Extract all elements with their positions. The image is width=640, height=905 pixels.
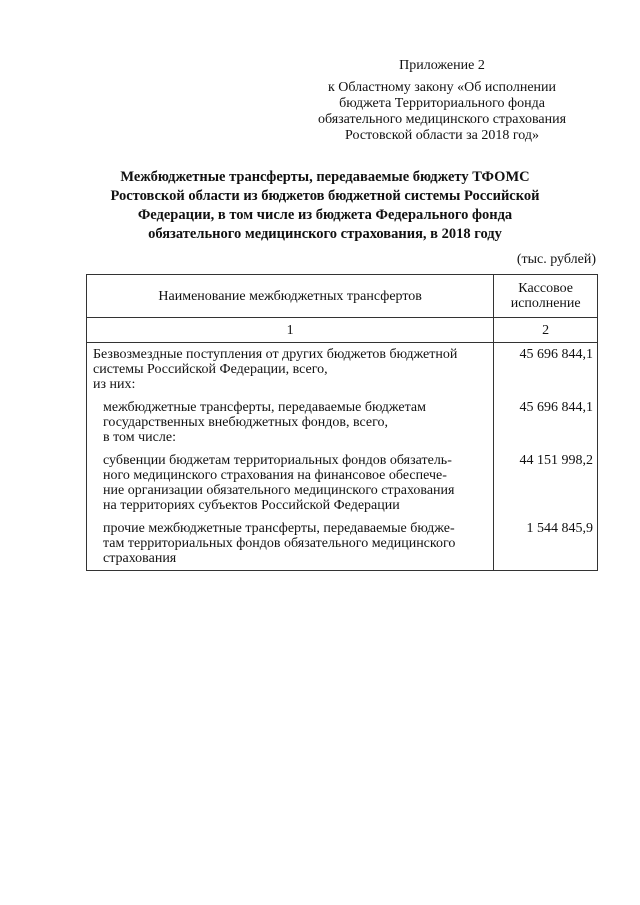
row-label-line: субвенции бюджетам территориальных фондов обязатель- [103, 453, 452, 468]
row-value: 45 696 844,1 [494, 343, 598, 397]
header-execution [494, 275, 598, 318]
row-label-line: там территориальных фондов обязательного медицинского [103, 536, 456, 551]
row-value: 1 544 845,9 [494, 517, 598, 571]
row-label-line: на территориях субъектов Российской Федерации [103, 498, 400, 513]
appendix-line: Ростовской области за 2018 год» [345, 128, 539, 143]
row-label [87, 517, 494, 571]
row-label-line: из них: [93, 377, 136, 392]
row-label-line: межбюджетные трансферты, передаваемые бюджетам [103, 400, 426, 415]
document-title-line: Федерации, в том числе из бюджета Федерального фонда [137, 207, 513, 223]
column-number-row [87, 318, 598, 343]
transfers-table [86, 274, 598, 571]
appendix-line: обязательного медицинского страхования [317, 112, 567, 127]
row-label-line: ние организации обязательного медицинского страхования [103, 483, 455, 498]
row-label-line: Безвозмездные поступления от других бюджетов бюджетной [93, 347, 458, 362]
row-label [87, 449, 494, 517]
row-label [87, 343, 494, 397]
row-label-line: прочие межбюджетные трансферты, передаваемые бюдже- [103, 521, 455, 536]
header-name: Наименование межбюджетных трансфертов [87, 275, 494, 318]
document-title-line: Межбюджетные трансферты, передаваемые бюджету ТФОМС [120, 169, 530, 185]
table-row [87, 449, 598, 517]
row-label-line: страхования [103, 551, 177, 566]
row-label-line: в том числе: [103, 430, 176, 445]
table-row [87, 396, 598, 449]
table-row [87, 517, 598, 571]
units-label: (тыс. рублей) [516, 252, 596, 267]
header-execution-line: исполнение [510, 296, 581, 311]
appendix-line: бюджета Территориального фонда [339, 96, 545, 111]
document-title [90, 168, 560, 244]
row-label-line: системы Российской Федерации, всего, [93, 362, 328, 377]
column-number: 2 [494, 318, 598, 343]
row-label [87, 396, 494, 449]
row-label-line: ного медицинского страхования на финансовое обеспече- [103, 468, 447, 483]
table-row [87, 343, 598, 397]
appendix-line: к Областному закону «Об исполнении [327, 80, 557, 95]
row-label-line: государственных внебюджетных фондов, всего, [103, 415, 389, 430]
appendix-title: Приложение 2 [399, 58, 485, 73]
document-title-line: Ростовской области из бюджетов бюджетной системы Российской [110, 188, 540, 204]
document-title-line: обязательного медицинского страхования, в 2018 году [148, 226, 502, 242]
table-header-row [87, 275, 598, 318]
column-number: 1 [87, 318, 494, 343]
row-value: 44 151 998,2 [494, 449, 598, 517]
header-execution-line: Кассовое [518, 281, 573, 296]
row-value: 45 696 844,1 [494, 396, 598, 449]
appendix-header [292, 58, 592, 144]
